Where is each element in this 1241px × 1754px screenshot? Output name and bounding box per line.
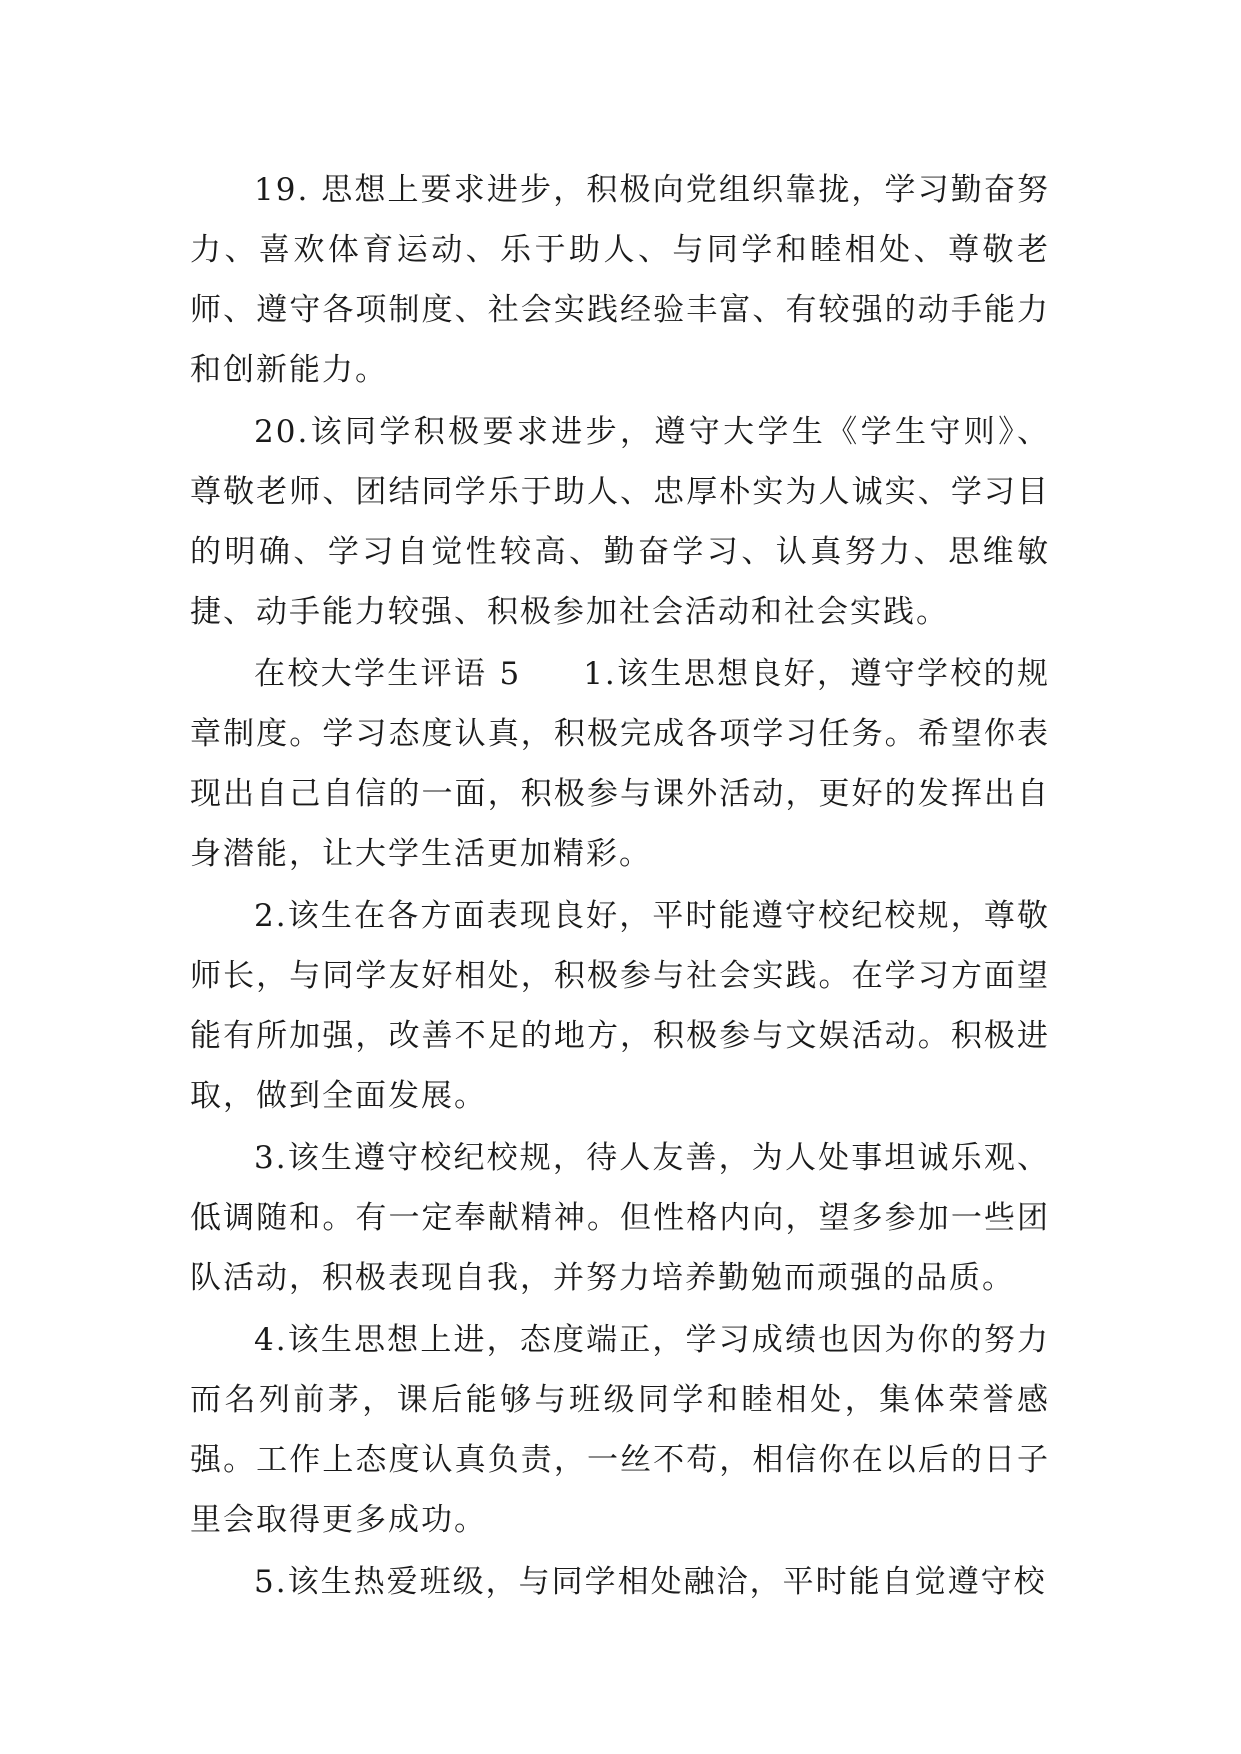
paragraph-text: 2.该生在各方面表现良好，平时能遵守校纪校规，尊敬师长，与同学友好相处，积极参与社会实践。在学习方面望能有所加强，改善不足的地方，积极参与文娱活动。积极进取，做到全面发展。	[190, 898, 1050, 1114]
paragraph-item-3	[190, 1128, 1050, 1308]
paragraph-item-5	[190, 1552, 1050, 1612]
section-heading: 在校大学生评语 5	[254, 656, 522, 692]
document-body	[190, 160, 1050, 1614]
paragraph-item-4	[190, 1310, 1050, 1550]
paragraph-text: 1.该生思想良好，遵守学校的规章制度。学习态度认真，积极完成各项学习任务。希望你表现出自己自信的一面，积极参与课外活动，更好的发挥出自身潜能，让大学生活更加精彩。	[190, 656, 1050, 872]
paragraph-text: 19. 思想上要求进步，积极向党组织靠拢，学习勤奋努力、喜欢体育运动、乐于助人、与同学和睦相处、尊敬老师、遵守各项制度、社会实践经验丰富、有较强的动手能力和创新能力。	[190, 172, 1050, 388]
paragraph-text: 4.该生思想上进，态度端正，学习成绩也因为你的努力而名列前茅，课后能够与班级同学和睦相处，集体荣誉感强。工作上态度认真负责，一丝不苟，相信你在以后的日子里会取得更多成功。	[190, 1322, 1050, 1538]
paragraph-text: 5.该生热爱班级，与同学相处融洽，平时能自觉遵守校	[254, 1564, 1047, 1600]
paragraph-19	[190, 160, 1050, 400]
paragraph-section-5-item-1	[190, 644, 1050, 884]
paragraph-20	[190, 402, 1050, 642]
paragraph-text: 20.该同学积极要求进步，遵守大学生《学生守则》、尊敬老师、团结同学乐于助人、忠厚朴实为人诚实、学习目的明确、学习自觉性较高、勤奋学习、认真努力、思维敏捷、动手能力较强、积极参加社会活动和社会实践。	[190, 414, 1050, 630]
paragraph-item-2	[190, 886, 1050, 1126]
paragraph-text: 3.该生遵守校纪校规，待人友善，为人处事坦诚乐观、低调随和。有一定奉献精神。但性格内向，望多参加一些团队活动，积极表现自我，并努力培养勤勉而顽强的品质。	[190, 1140, 1050, 1296]
